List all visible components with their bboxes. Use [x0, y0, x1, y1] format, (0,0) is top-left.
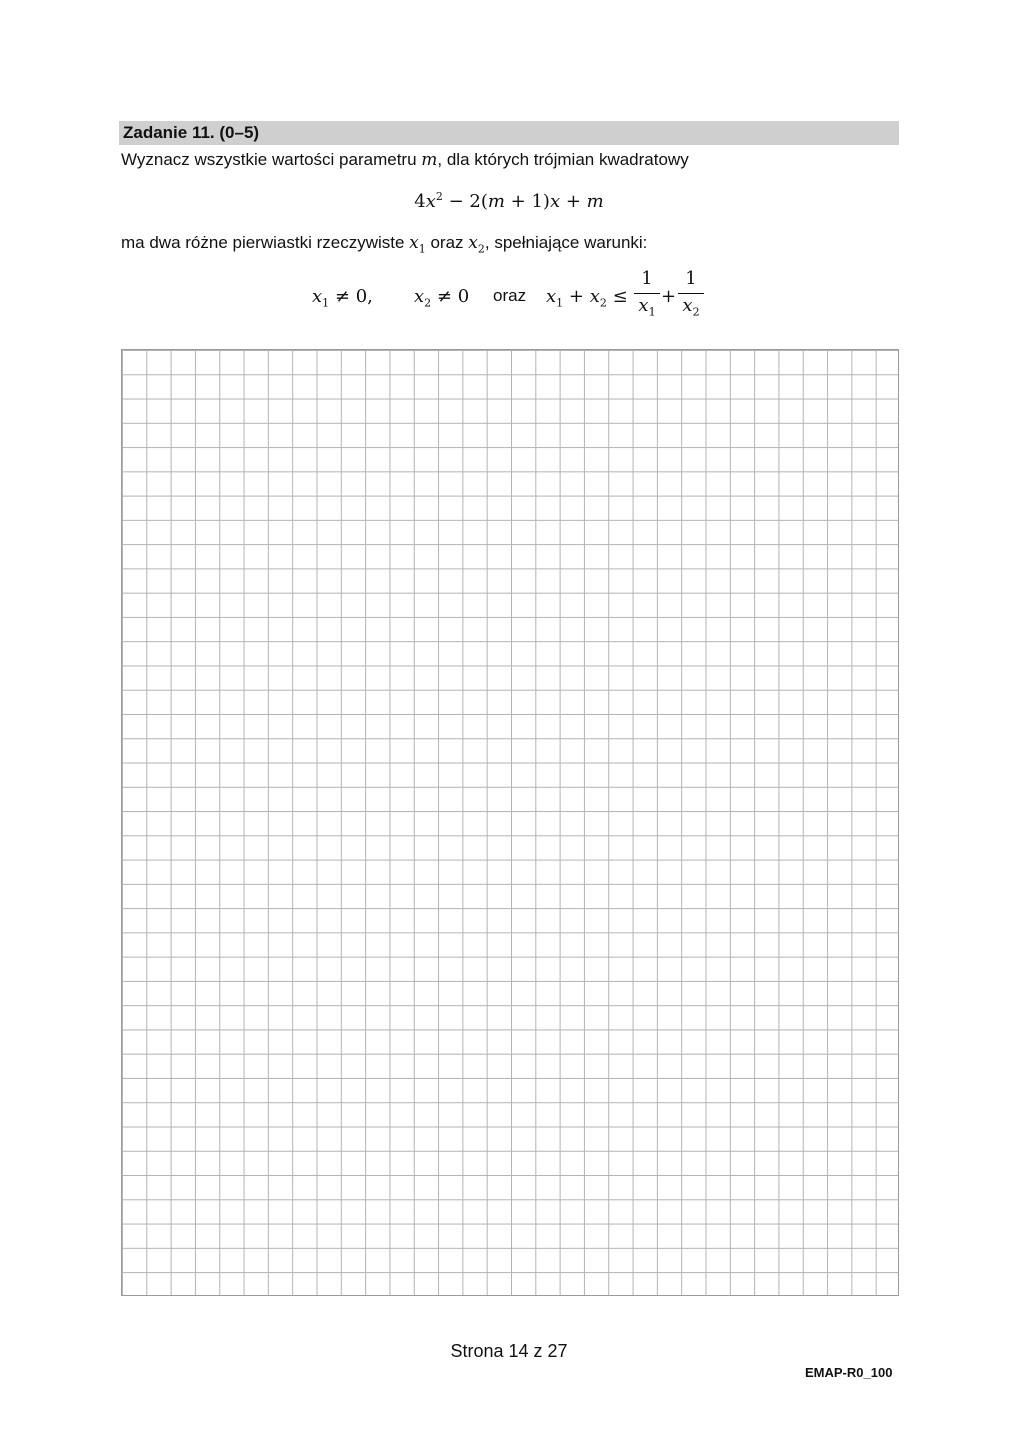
page-number: Strona 14 z 27 — [450, 1341, 568, 1361]
fraction-1-over-x1: 1 $x_1$ — [634, 268, 660, 319]
condition-inequality: $x_1 + x_2$ ≤ — [546, 286, 628, 310]
exam-code: EMAP-R0_100 — [805, 1365, 893, 1380]
task-instruction: Wyznacz wszystkie wartości parametru m, dla których trójmian kwadratowy — [121, 150, 689, 170]
task-header-bar — [119, 121, 899, 145]
roots-description: ma dwa różne pierwiastki rzeczywiste $x_1$ oraz $x_2$, spełniające warunki: — [121, 233, 648, 256]
fraction-1-over-x2: 1 $x_2$ — [678, 268, 704, 319]
answer-grid[interactable] — [121, 349, 899, 1296]
condition-x1: $x_1 \ne 0$, — [312, 286, 373, 310]
plus-sign: + — [661, 286, 677, 307]
conditions-formula — [0, 268, 1018, 328]
polynomial-formula: $4x^2 - 2(m + 1)x + m$ — [414, 190, 604, 212]
oraz-word: oraz — [493, 286, 527, 305]
task-title: Zadanie 11. (0–5) — [123, 123, 260, 142]
condition-x2: $x_2 \ne 0$ — [414, 286, 470, 310]
